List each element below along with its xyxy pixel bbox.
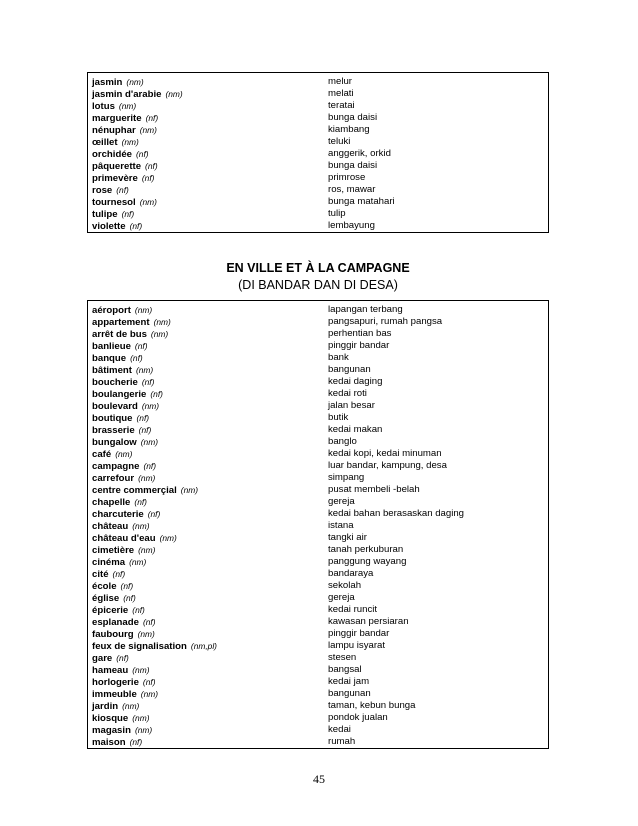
vocab-row: [92, 316, 548, 328]
vocab-row: [92, 448, 548, 460]
french-word: brasserie: [92, 425, 135, 436]
gender-tag: (nm): [115, 449, 133, 459]
malay-translation: pusat membeli -belah: [328, 484, 420, 495]
gender-tag: (nm): [134, 305, 153, 315]
french-word: kiosque: [92, 713, 129, 724]
french-word: cimetière: [92, 545, 135, 556]
gender-tag: (nf): [136, 413, 150, 423]
vocab-row: [92, 736, 548, 748]
malay-translation: simpang: [328, 472, 365, 483]
malay-translation: panggung wayang: [328, 556, 407, 567]
french-word: nénuphar: [92, 125, 136, 136]
town-vocabulary-table: [87, 300, 549, 749]
gender-tag: (nm): [140, 689, 159, 699]
gender-tag: (nm): [122, 701, 140, 711]
gender-tag: (nm): [132, 713, 150, 723]
gender-tag: (nm): [138, 473, 156, 483]
french-word: tulipe: [92, 209, 118, 220]
french-word: jasmin: [92, 77, 123, 88]
malay-translation: lembayung: [328, 220, 375, 231]
vocab-row: [92, 112, 548, 124]
french-word: hameau: [92, 665, 129, 676]
vocab-row: [92, 472, 548, 484]
malay-translation: pangsapuri, rumah pangsa: [328, 316, 443, 327]
section-subtitle: (DI BANDAR DAN DI DESA): [238, 278, 398, 292]
vocab-row: [92, 400, 548, 412]
vocab-row: [92, 388, 548, 400]
vocab-row: [92, 460, 548, 472]
gender-tag: (nf): [116, 653, 129, 663]
french-word: arrêt de bus: [92, 329, 147, 340]
malay-translation: tanah perkuburan: [328, 544, 404, 555]
french-word: faubourg: [92, 629, 134, 640]
french-word: jasmin d'arabie: [92, 89, 162, 100]
town-rows: [92, 304, 548, 748]
gender-tag: (nf): [130, 353, 143, 363]
malay-translation: primrose: [328, 172, 366, 183]
malay-translation: gereja: [328, 496, 355, 507]
gender-tag: (nm): [129, 557, 147, 567]
gender-tag: (nm): [118, 101, 137, 111]
vocab-row: [92, 160, 548, 172]
french-word: œillet: [92, 137, 118, 148]
gender-tag: (nm): [132, 521, 150, 531]
french-word: campagne: [92, 461, 140, 472]
vocab-row: [92, 508, 548, 520]
malay-translation: stesen: [328, 652, 357, 663]
french-word: château d'eau: [92, 533, 156, 544]
french-word: bâtiment: [92, 365, 132, 376]
gender-tag: (nm): [121, 137, 139, 147]
french-word: cinéma: [92, 557, 126, 568]
gender-tag: (nf): [123, 593, 136, 603]
gender-tag: (nm): [126, 77, 144, 87]
vocab-row: [92, 424, 548, 436]
french-word: violette: [92, 221, 126, 232]
french-word: magasin: [92, 725, 131, 736]
french-word: marguerite: [92, 113, 142, 124]
french-term: [92, 220, 142, 233]
malay-translation: rumah: [328, 736, 356, 747]
vocab-row: [92, 664, 548, 676]
vocab-row: [92, 484, 548, 496]
vocab-row: [92, 364, 548, 376]
vocab-row: [92, 148, 548, 160]
vocab-row: [92, 652, 548, 664]
french-word: banque: [92, 353, 127, 364]
vocab-row: [92, 520, 548, 532]
vocab-row: [92, 640, 548, 652]
vocab-row: [92, 184, 548, 196]
malay-translation: bunga daisi: [328, 112, 378, 123]
french-word: appartement: [92, 317, 150, 328]
vocab-row: [92, 124, 548, 136]
gender-tag: (nm): [139, 125, 157, 135]
malay-translation: kedai jam: [328, 676, 370, 687]
malay-translation: banglo: [328, 436, 357, 447]
malay-translation: anggerik, orkid: [328, 148, 391, 159]
french-word: lotus: [92, 101, 115, 112]
vocab-row: [92, 724, 548, 736]
french-word: immeuble: [92, 689, 137, 700]
gender-tag: (nm): [159, 533, 177, 543]
vocab-row: [92, 568, 548, 580]
gender-tag: (nf): [120, 581, 134, 591]
malay-translation: istana: [328, 520, 354, 531]
malay-translation: tangki air: [328, 532, 367, 543]
malay-translation: lampu isyarat: [328, 640, 386, 651]
french-word: château: [92, 521, 129, 532]
french-word: cité: [92, 569, 109, 580]
french-word: boutique: [92, 413, 133, 424]
gender-tag: (nm): [134, 725, 153, 735]
gender-tag: (nm): [165, 89, 183, 99]
vocab-row: [92, 376, 548, 388]
french-word: feux de signalisation: [92, 641, 187, 652]
malay-translation: bangsal: [328, 664, 362, 675]
gender-tag: (nm): [141, 401, 160, 411]
french-word: bungalow: [92, 437, 137, 448]
vocab-row: [92, 88, 548, 100]
malay-translation: pinggir bandar: [328, 628, 390, 639]
malay-translation: sekolah: [328, 580, 362, 591]
gender-tag: (nf): [132, 605, 145, 615]
vocab-row: [92, 700, 548, 712]
french-word: carrefour: [92, 473, 135, 484]
gender-tag: (nf): [145, 113, 159, 123]
french-term: [92, 736, 142, 749]
malay-translation: bunga daisi: [328, 160, 378, 171]
vocab-row: [92, 676, 548, 688]
french-word: chapelle: [92, 497, 131, 508]
vocab-row: [92, 196, 548, 208]
french-word: boulevard: [92, 401, 138, 412]
malay-translation: pinggir bandar: [328, 340, 390, 351]
malay-translation: bank: [328, 352, 349, 363]
gender-tag: (nf): [142, 677, 156, 687]
french-word: jardin: [92, 701, 119, 712]
page-number: 45: [313, 772, 325, 786]
malay-translation: teluki: [328, 136, 351, 147]
french-word: tournesol: [92, 197, 136, 208]
malay-translation: bangunan: [328, 688, 371, 699]
gender-tag: (nf): [138, 425, 152, 435]
malay-translation: ros, mawar: [328, 184, 376, 195]
gender-tag: (nm): [137, 629, 155, 639]
malay-translation: taman, kebun bunga: [328, 700, 416, 711]
vocab-row: [92, 712, 548, 724]
vocab-row: [92, 328, 548, 340]
gender-tag: (nf): [134, 341, 148, 351]
french-word: boulangerie: [92, 389, 147, 400]
gender-tag: (nm): [135, 365, 154, 375]
gender-tag: (nm): [140, 437, 158, 447]
gender-tag: (nf): [145, 161, 158, 171]
vocab-row: [92, 496, 548, 508]
vocab-row: [92, 592, 548, 604]
vocab-row: [92, 208, 548, 220]
french-word: école: [92, 581, 117, 592]
french-word: épicerie: [92, 605, 129, 616]
vocab-row: [92, 628, 548, 640]
vocab-row: [92, 616, 548, 628]
malay-translation: bandaraya: [328, 568, 374, 579]
vocab-row: [92, 100, 548, 112]
french-word: maison: [92, 737, 126, 748]
gender-tag: (nf): [136, 149, 149, 159]
french-word: primevère: [92, 173, 138, 184]
gender-tag: (nm): [180, 485, 199, 495]
vocab-row: [92, 544, 548, 556]
gender-tag: (nf): [121, 209, 135, 219]
gender-tag: (nf): [141, 377, 155, 387]
gender-tag: (nm): [138, 545, 156, 555]
french-word: aéroport: [92, 305, 131, 316]
flower-rows: [92, 76, 548, 232]
malay-translation: butik: [328, 412, 349, 423]
gender-tag: (nf): [134, 497, 147, 507]
malay-translation: kiambang: [328, 124, 370, 135]
malay-translation: bangunan: [328, 364, 371, 375]
gender-tag: (nf): [129, 737, 143, 747]
vocab-row: [92, 580, 548, 592]
malay-translation: kedai runcit: [328, 604, 378, 615]
gender-tag: (nm): [150, 329, 169, 339]
malay-translation: kedai: [328, 724, 351, 735]
vocab-row: [92, 556, 548, 568]
malay-translation: kedai bahan berasaskan daging: [328, 508, 465, 519]
gender-tag: (nf): [129, 221, 143, 231]
malay-translation: melati: [328, 88, 354, 99]
vocab-row: [92, 304, 548, 316]
malay-translation: teratai: [328, 100, 355, 111]
malay-translation: perhentian bas: [328, 328, 392, 339]
gender-tag: (nm): [153, 317, 171, 327]
malay-translation: lapangan terbang: [328, 304, 403, 315]
vocab-row: [92, 136, 548, 148]
malay-translation: kedai daging: [328, 376, 383, 387]
gender-tag: (nm): [139, 197, 157, 207]
malay-translation: kedai roti: [328, 388, 367, 399]
gender-tag: (nm,pl): [190, 641, 217, 651]
malay-translation: gereja: [328, 592, 355, 603]
gender-tag: (nf): [150, 389, 163, 399]
vocab-row: [92, 220, 548, 232]
french-word: banlieue: [92, 341, 131, 352]
vocab-row: [92, 340, 548, 352]
french-word: pâquerette: [92, 161, 142, 172]
gender-tag: (nf): [116, 185, 129, 195]
french-word: charcuterie: [92, 509, 144, 520]
malay-translation: kawasan persiaran: [328, 616, 409, 627]
french-word: centre commerçial: [92, 485, 177, 496]
french-word: gare: [92, 653, 113, 664]
malay-translation: luar bandar, kampung, desa: [328, 460, 447, 471]
gender-tag: (nf): [147, 509, 161, 519]
french-word: café: [92, 449, 112, 460]
vocab-row: [92, 532, 548, 544]
french-word: esplanade: [92, 617, 139, 628]
gender-tag: (nf): [142, 617, 156, 627]
gender-tag: (nf): [141, 173, 155, 183]
malay-translation: tulip: [328, 208, 346, 219]
vocab-row: [92, 172, 548, 184]
vocab-row: [92, 688, 548, 700]
french-word: église: [92, 593, 120, 604]
vocab-row: [92, 604, 548, 616]
french-word: boucherie: [92, 377, 138, 388]
vocab-row: [92, 76, 548, 88]
malay-translation: jalan besar: [328, 400, 375, 411]
malay-translation: kedai makan: [328, 424, 383, 435]
gender-tag: (nf): [143, 461, 157, 471]
gender-tag: (nm): [132, 665, 150, 675]
gender-tag: (nf): [112, 569, 126, 579]
vocab-row: [92, 352, 548, 364]
flower-vocabulary-table: [87, 72, 549, 233]
section-title: EN VILLE ET À LA CAMPAGNE: [226, 261, 410, 275]
malay-translation: melur: [328, 76, 352, 87]
french-word: rose: [92, 185, 113, 196]
malay-translation: pondok jualan: [328, 712, 388, 723]
malay-translation: kedai kopi, kedai minuman: [328, 448, 442, 459]
vocab-row: [92, 436, 548, 448]
vocab-row: [92, 412, 548, 424]
french-word: orchidée: [92, 149, 132, 160]
french-word: horlogerie: [92, 677, 139, 688]
malay-translation: bunga matahari: [328, 196, 395, 207]
